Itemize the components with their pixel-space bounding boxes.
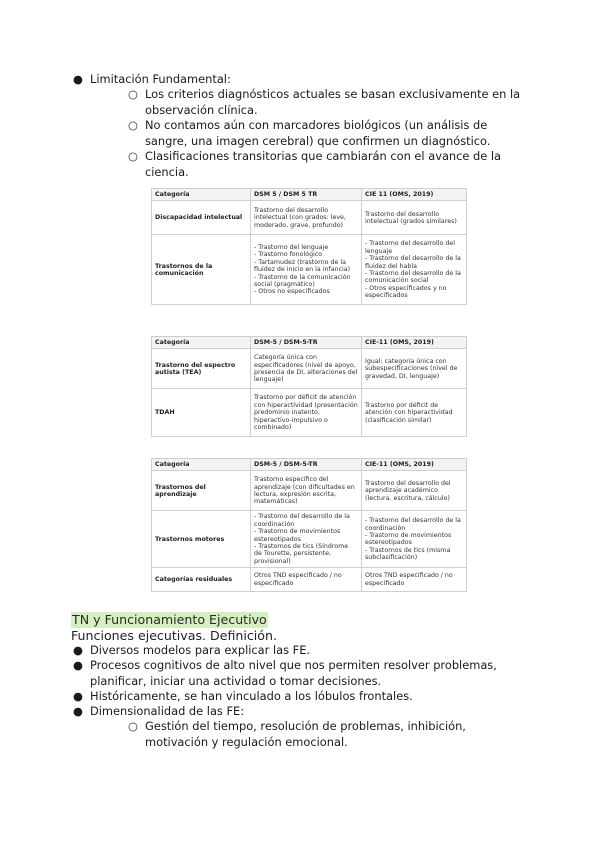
circle-bullet-icon: ○ [128,118,138,132]
bullet-dot-icon: ● [73,658,83,672]
table-dsm-cie-3 [151,458,467,592]
table-row: Trastornos del aprendizaje Trastorno específico del aprendizaje (con dificultades en lectura, expresión escrita, matemáticas) Trastorno del desarrollo del aprendizaje académico (lectura, escritura, cálculo) [152,471,467,511]
sub-bullet-1: ○ Los criterios diagnósticos actuales se basan exclusivamente en la observación clínica. [128,87,521,117]
table-header-row: Categoría DSM-5 / DSM-5-TR CIE-11 (OMS, 2019) [152,337,467,349]
bullet-dot-icon: ● [73,643,83,657]
bullet-fe-1: ● Diversos modelos para explicar las FE. [73,643,311,657]
bullet-limitation: ● Limitación Fundamental: [73,72,231,86]
bullet-dot-icon: ● [73,704,83,718]
circle-bullet-icon: ○ [128,149,138,163]
table-row: Categorías residuales Otros TND especificado / no especificado Otros TND especificado / no especificado [152,568,467,592]
table-dsm-cie-2 [151,336,467,437]
table-dsm-cie-1 [151,188,467,305]
table-header-row: Categoría DSM 5 / DSM 5 TR CIE 11 (OMS, 2019) [152,189,467,201]
sub-bullet-3: ○ Clasificaciones transitorias que cambiarán con el avance de la ciencia. [128,149,502,179]
section-heading: TN y Funcionamiento Ejecutivo [72,612,267,627]
section-subheading: Funciones ejecutivas. Definición. [71,628,277,643]
table-row: Trastorno del espectro autista (TEA) Categoría única con especificadores (nivel de apoyo, presencia de DI, alteraciones del lenguaje) Igual: categoría única con subespecificaciones (nivel de gravedad, DI, lenguaje) [152,349,467,389]
bullet-dot-icon: ● [73,72,83,86]
sub-bullet-fe: ○ Gestión del tiempo, resolución de problemas, inhibición, motivación y regulación emocional. [128,719,466,749]
fe-bullets [0,643,600,753]
table-row: Trastornos de la comunicación - Trastorno del lenguaje - Trastorno fonológico - Tartamudez (trastorno de la fluidez de inicio en la infancia) - Trastorno de la comunicación social (pragmático) - Otros no especificados - Trastorno del desarrollo del lenguaje - Trastorno del desarrollo de la fluidez del habla - Trastorno del desarrollo de la comunicación social - Otros especificados y no especificados [152,235,467,305]
table-row: Trastornos motores - Trastorno del desarrollo de la coordinación - Trastorno de movimientos estereotipados - Trastornos de tics (Síndrome de Tourette, persistente, provisional) - Trastorno del desarrollo de la coordinación - Trastorno de movimientos estereotipados - Trastornos de tics (misma subclasificación) [152,511,467,568]
circle-bullet-icon: ○ [128,719,138,733]
table-row: Discapacidad intelectual Trastorno del desarrollo intelectual (con grados: leve, moderado, grave, profundo) Trastorno del desarrollo intelectual (grados similares) [152,201,467,235]
circle-bullet-icon: ○ [128,87,138,101]
bullet-fe-3: ● Históricamente, se han vinculado a los lóbulos frontales. [73,689,413,703]
sub-bullet-2: ○ No contamos aún con marcadores biológicos (un análisis de sangre, una imagen cerebral) que confirmen un diagnóstico. [128,118,491,148]
bullet-fe-2: ● Procesos cognitivos de alto nivel que nos permiten resolver problemas, planificar, iniciar una actividad o tomar decisiones. [73,658,497,688]
bullet-dot-icon: ● [73,689,83,703]
table-header-row: Categoría DSM-5 / DSM-5-TR CIE-11 (OMS, 2019) [152,459,467,471]
limitation-block [0,72,600,182]
bullet-fe-4: ● Dimensionalidad de las FE: [73,704,245,718]
table-row: TDAH Trastorno por déficit de atención con hiperactividad (presentación predominio inatento, hiperactivo-impulsivo o combinado) Trastorno por déficit de atención con hiperactividad (clasificación similar) [152,389,467,437]
